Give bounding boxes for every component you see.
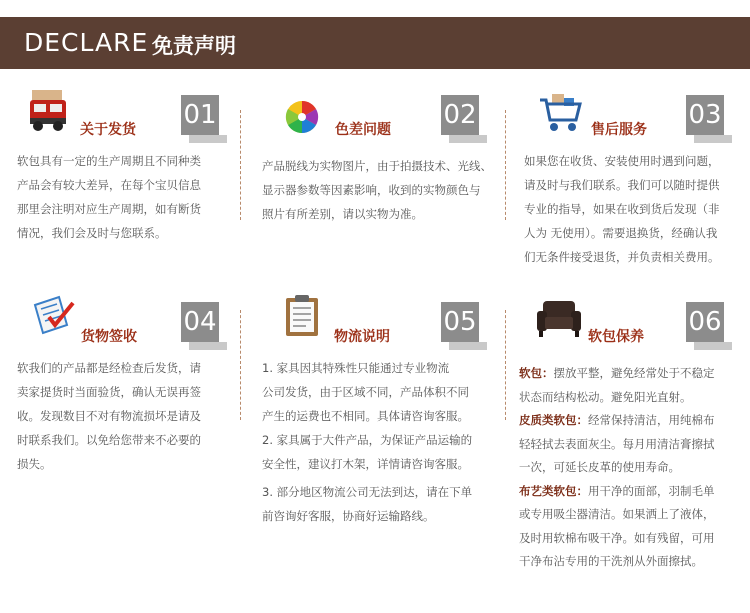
divider bbox=[240, 310, 241, 420]
card-title: 关于发货 bbox=[80, 122, 136, 138]
card-number: 05 bbox=[441, 302, 479, 342]
header-title-en: DECLARE bbox=[24, 28, 149, 57]
card-text: 1. 家具因其特殊性只能通过专业物流 公司发货，由于区域不同，产品体积不同 产生的运费也不相同。具体请咨询客服。 2. 家具属于大件产品，为保证产品运输的 安全性，建议打木架，详情请咨询客服。 3. 部分地区物流公司无法到达，请在下单 前咨询好客服，协商好运输路线。 bbox=[262, 361, 473, 523]
card-title: 货物签收 bbox=[81, 329, 137, 345]
card-number: 03 bbox=[686, 95, 724, 135]
card-text: 软包：摆放平整，避免经常处于不稳定 状态而结构松动。避免阳光直射。 皮质类软包：经常保持清洁，用纯棉布 轻轻拭去表面灰尘。每月用清洁膏擦拭 一次，可延长皮革的使用寿命。 布艺类软包：用干净的面部，羽制毛单 或专用吸尘器清洁。如果洒上了液体， 及时用软棉布吸干净。如有残留，可用 干净布沾专用的干洗剂从外面擦拭。 bbox=[519, 366, 715, 568]
header-bar bbox=[0, 17, 750, 69]
card-text: 软我们的产品都是经检查后发货，请 卖家提货时当面验货，确认无误再签 收。发现数目不对有物流损坏是请及 时联系我们。以免给您带来不必要的 损失。 bbox=[17, 361, 201, 471]
card-title: 色差问题 bbox=[335, 122, 391, 138]
checklist-icon bbox=[29, 295, 77, 339]
card-number: 04 bbox=[181, 302, 219, 342]
shopping-cart-icon bbox=[538, 92, 582, 138]
clipboard-icon bbox=[284, 294, 320, 342]
card-number: 02 bbox=[441, 95, 479, 135]
card-title: 物流说明 bbox=[334, 329, 390, 345]
divider bbox=[505, 110, 506, 220]
card-number: 01 bbox=[181, 95, 219, 135]
delivery-truck-icon bbox=[28, 88, 70, 138]
card-title: 售后服务 bbox=[591, 122, 647, 138]
armchair-icon bbox=[535, 299, 583, 343]
card-title: 软包保养 bbox=[588, 329, 644, 345]
card-text: 如果您在收货、安装使用时遇到问题， 请及时与我们联系。我们可以随时提供 专业的指导，如果在收到货后发现（非 人为 无使用）。需要退换货，经确认我 们无条件接受退货，并负责相关费用。 bbox=[524, 154, 720, 264]
divider bbox=[240, 110, 241, 220]
card-text: 产品脱线为实物图片，由于拍摄技术、光线、 显示器参数等因素影响，收到的实物颜色与 照片有所差别，请以实物为准。 bbox=[262, 159, 492, 221]
header-title-cn: 免责声明 bbox=[152, 34, 236, 58]
card-text: 软包具有一定的生产周期且不同种类 产品会有较大差异，在每个宝贝信息 那里会注明对应生产周期，如有断货 情况，我们会及时与您联系。 bbox=[17, 154, 201, 240]
color-wheel-icon bbox=[280, 97, 324, 141]
card-number: 06 bbox=[686, 302, 724, 342]
